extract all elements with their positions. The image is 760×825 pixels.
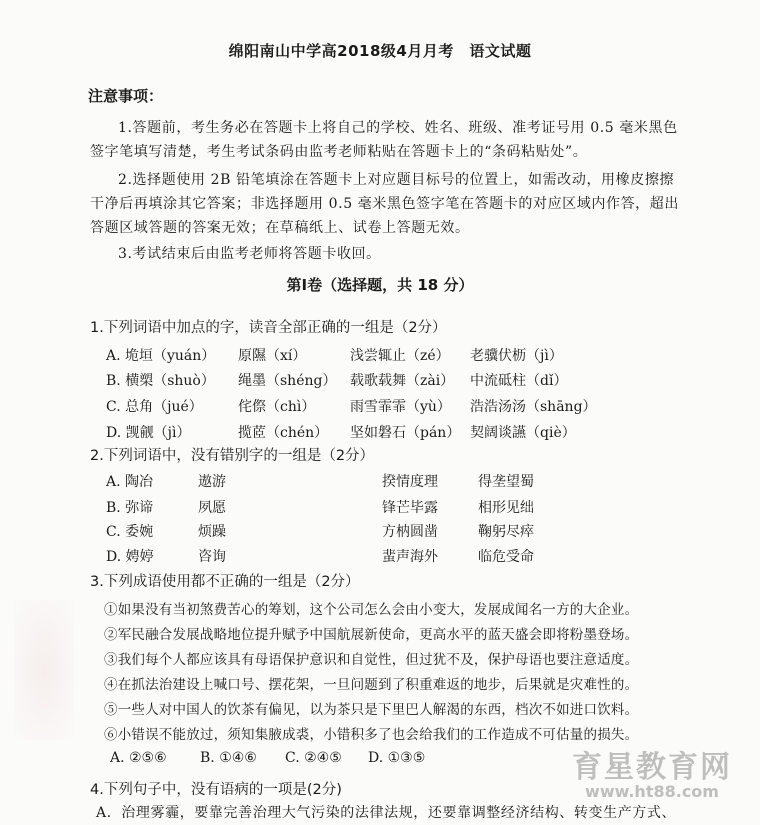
q3-item-2: ②军民融合发展战略地位提升赋予中国航展新使命，更高水平的蓝天盛会即将粉墨登场。	[104, 627, 639, 643]
q2-b-3: 锋芒毕露	[382, 500, 438, 516]
q1-d-4: 契阔谈讌（qiè）	[470, 425, 576, 441]
q1-c-2: 侘傺（chì）	[238, 399, 316, 415]
q1-option-b	[106, 370, 726, 392]
q2-option-c	[106, 521, 726, 543]
q3-stem: 3.下列成语使用都不正确的一组是（2分）	[90, 574, 360, 590]
q2-option-a	[106, 471, 726, 493]
notice-line-4: 干净后再填涂其它答案；非选择题用 0.5 毫米黑色签字笔在答题卡的对应区域内作答，超出	[90, 196, 679, 212]
exam-title: 绵阳南山中学高2018级4月月考 语文试题	[228, 42, 532, 60]
q3-item-5: ⑤一些人对中国人的饮茶有偏见，以为茶只是下里巴人解渴的东西，档次不如进口饮料。	[104, 702, 639, 718]
q1-d-1: D. 觊觎（jì）	[106, 425, 191, 441]
notice-heading: 注意事项：	[88, 87, 164, 105]
q1-c-3: 雨雪霏霏（yù）	[350, 399, 451, 415]
q1-a-4: 老骥伏枥（jì）	[470, 348, 563, 364]
q2-b-1: B. 弥谛	[106, 500, 154, 516]
q2-d-4: 临危受命	[478, 549, 534, 565]
q1-d-3: 坚如磐石（pán）	[350, 425, 461, 441]
q2-d-2: 咨询	[198, 549, 226, 565]
q2-d-3: 蜚声海外	[382, 549, 438, 565]
q1-c-1: C. 总角（jué）	[106, 399, 203, 415]
q3-item-4: ④在抓法治建设上喊口号、摆花架，一旦问题到了积重难返的地步，后果就是灾难性的。	[104, 677, 639, 693]
q2-a-1: A. 陶冶	[106, 474, 154, 490]
q3-answers	[110, 750, 510, 770]
watermark-url: www.ht88.com	[585, 782, 719, 801]
notice-line-6: 3.考试结束后由监考老师将答题卡收回。	[118, 246, 381, 262]
q3-answer-d: D. ①③⑤	[368, 750, 426, 766]
q1-c-4: 浩浩汤汤（shāng）	[470, 399, 597, 415]
q4-option-a: A．治理雾霾，要靠完善治理大气污染的法律法规，还要靠调整经济结构、转变生产方式、	[96, 805, 677, 821]
q2-a-4: 得垄望蜀	[478, 474, 534, 490]
q3-answer-b: B. ①④⑥	[200, 750, 257, 766]
q3-answer-c: C. ②④⑤	[285, 750, 342, 766]
q1-b-1: B. 横槊（shuò）	[106, 373, 215, 389]
notice-line-2: 签字笔填写清楚，考生考试条码由监考老师粘贴在答题卡上的“条码粘贴处”。	[90, 144, 588, 160]
section-title: 第Ⅰ卷（选择题，共 18 分）	[286, 276, 474, 294]
q2-b-4: 相形见绌	[478, 500, 534, 516]
q1-option-c	[106, 396, 726, 418]
q3-item-6: ⑥小错误不能放过，须知集腋成裘，小错积多了也会给我们的工作造成不可估量的损失。	[104, 727, 639, 743]
q2-stem: 2.下列词语中，没有错别字的一组是（2分）	[90, 448, 375, 464]
q2-option-b	[106, 497, 726, 519]
q2-a-2: 遨游	[198, 474, 226, 490]
q3-item-1: ①如果没有当初煞费苦心的筹划，这个公司怎么会由小变大，发展成闻名一方的大企业。	[104, 602, 639, 618]
site-watermark	[572, 742, 732, 801]
notice-line-5: 答题区域答题的答案无效；在草稿纸上、试卷上答题无效。	[90, 220, 470, 236]
q2-a-3: 揆情度理	[382, 474, 438, 490]
q1-b-4: 中流砥柱（dǐ）	[470, 373, 568, 389]
q1-a-3: 浅尝辄止（zé）	[350, 348, 450, 364]
q2-option-d	[106, 546, 726, 568]
watermark-main: 育星教育网	[572, 750, 732, 785]
q1-a-2: 原隰（xí）	[238, 348, 307, 364]
q1-option-d	[106, 422, 726, 444]
notice-line-1: 1.答题前，考生务必在答题卡上将自己的学校、姓名、班级、准考证号用 0.5 毫米黑色	[118, 120, 678, 136]
q1-stem: 1.下列词语中加点的字，读音全部正确的一组是（2分）	[90, 320, 447, 336]
q1-a-1: A. 垝垣（yuán）	[106, 348, 216, 364]
notice-line-3: 2.选择题使用 2B 铅笔填涂在答题卡上对应题目标号的位置上，如需改动，用橡皮擦擦	[118, 172, 675, 188]
q1-b-3: 载歌载舞（zài）	[350, 373, 455, 389]
q3-answer-a: A. ②⑤⑥	[110, 750, 167, 766]
q2-b-2: 夙愿	[198, 500, 226, 516]
q2-c-4: 鞠躬尽瘁	[478, 524, 534, 540]
scan-stain	[14, 600, 74, 740]
q2-c-1: C. 委婉	[106, 524, 154, 540]
q1-option-a	[106, 345, 726, 367]
q3-item-3: ③我们每个人都应该具有母语保护意识和自觉性，但过犹不及，保护母语也要注意适度。	[104, 652, 639, 668]
q2-c-2: 烦躁	[198, 524, 226, 540]
q1-d-2: 揽茝（chén）	[238, 425, 329, 441]
q1-b-2: 绳墨（shéng）	[238, 373, 337, 389]
q2-c-3: 方枘圆凿	[382, 524, 438, 540]
q2-d-1: D. 娉婷	[106, 549, 154, 565]
q4-stem: 4.下列句子中，没有语病的一项是(2分)	[90, 782, 342, 798]
